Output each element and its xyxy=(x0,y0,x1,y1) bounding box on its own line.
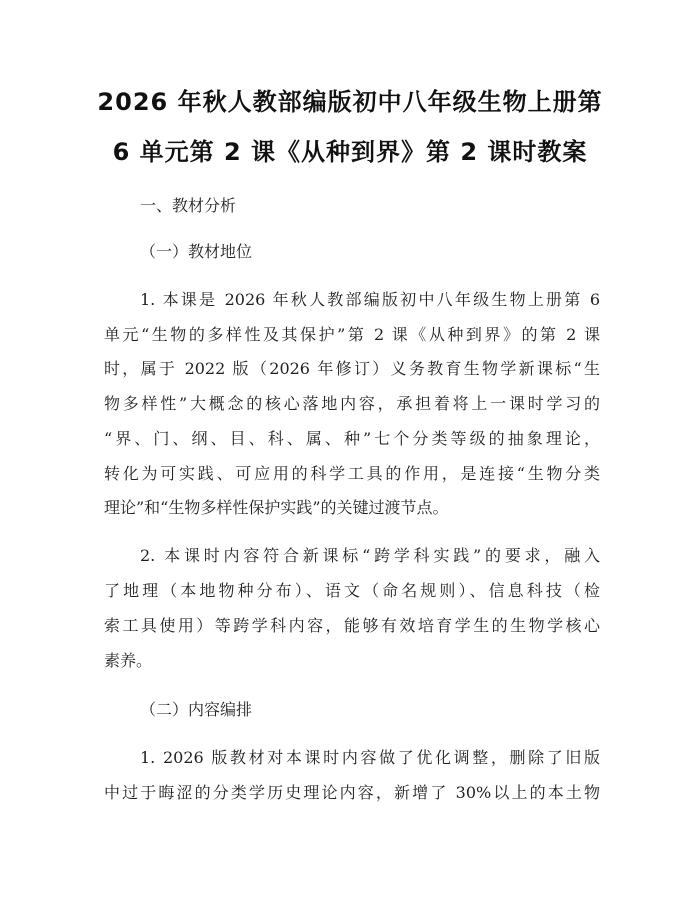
paragraph-2-line-4: 素养。 xyxy=(104,651,153,670)
document-title-line-1: 2026 年秋人教部编版初中八年级生物上册第 xyxy=(97,88,603,116)
paragraph-3-line-1: 1. 2026 版教材对本课时内容做了优化调整，删除了旧版 xyxy=(140,748,600,767)
paragraph-1-line-4: 物多样性”大概念的核心落地内容，承担着将上一课时学习的 xyxy=(104,394,600,413)
paragraph-2-line-3: 索工具使用）等跨学科内容，能够有效培育学生的生物学核心 xyxy=(104,616,600,635)
paragraph-1-line-1: 1. 本课是 2026 年秋人教部编版初中八年级生物上册第 6 xyxy=(140,290,600,309)
paragraph-1-line-3: 时，属于 2022 版（2026 年修订）义务教育生物学新课标“生 xyxy=(104,359,600,378)
paragraph-1-line-2: 单元“生物的多样性及其保护”第 2 课《从种到界》的第 2 课 xyxy=(104,325,600,344)
section-heading-textbook-analysis: 一、教材分析 xyxy=(140,196,237,215)
paragraph-1-line-6: 转化为可实践、可应用的科学工具的作用，是连接“生物分类 xyxy=(104,464,600,483)
paragraph-3-line-2: 中过于晦涩的分类学历史理论内容，新增了 30%以上的本土物 xyxy=(104,783,600,802)
paragraph-2-line-1: 2. 本课时内容符合新课标“跨学科实践”的要求，融入 xyxy=(140,546,600,565)
paragraph-1-line-7: 理论”和“生物多样性保护实践”的关键过渡节点。 xyxy=(104,498,449,517)
subsection-heading-content-arrangement: （二）内容编排 xyxy=(140,700,253,719)
paragraph-2-line-2: 了地理（本地物种分布）、语文（命名规则）、信息科技（检 xyxy=(104,581,600,600)
paragraph-1-line-5: “界、门、纲、目、科、属、种”七个分类等级的抽象理论， xyxy=(104,429,600,448)
document-title-line-2: 6 单元第 2 课《从种到界》第 2 课时教案 xyxy=(112,138,588,166)
subsection-heading-textbook-position: （一）教材地位 xyxy=(140,242,253,261)
